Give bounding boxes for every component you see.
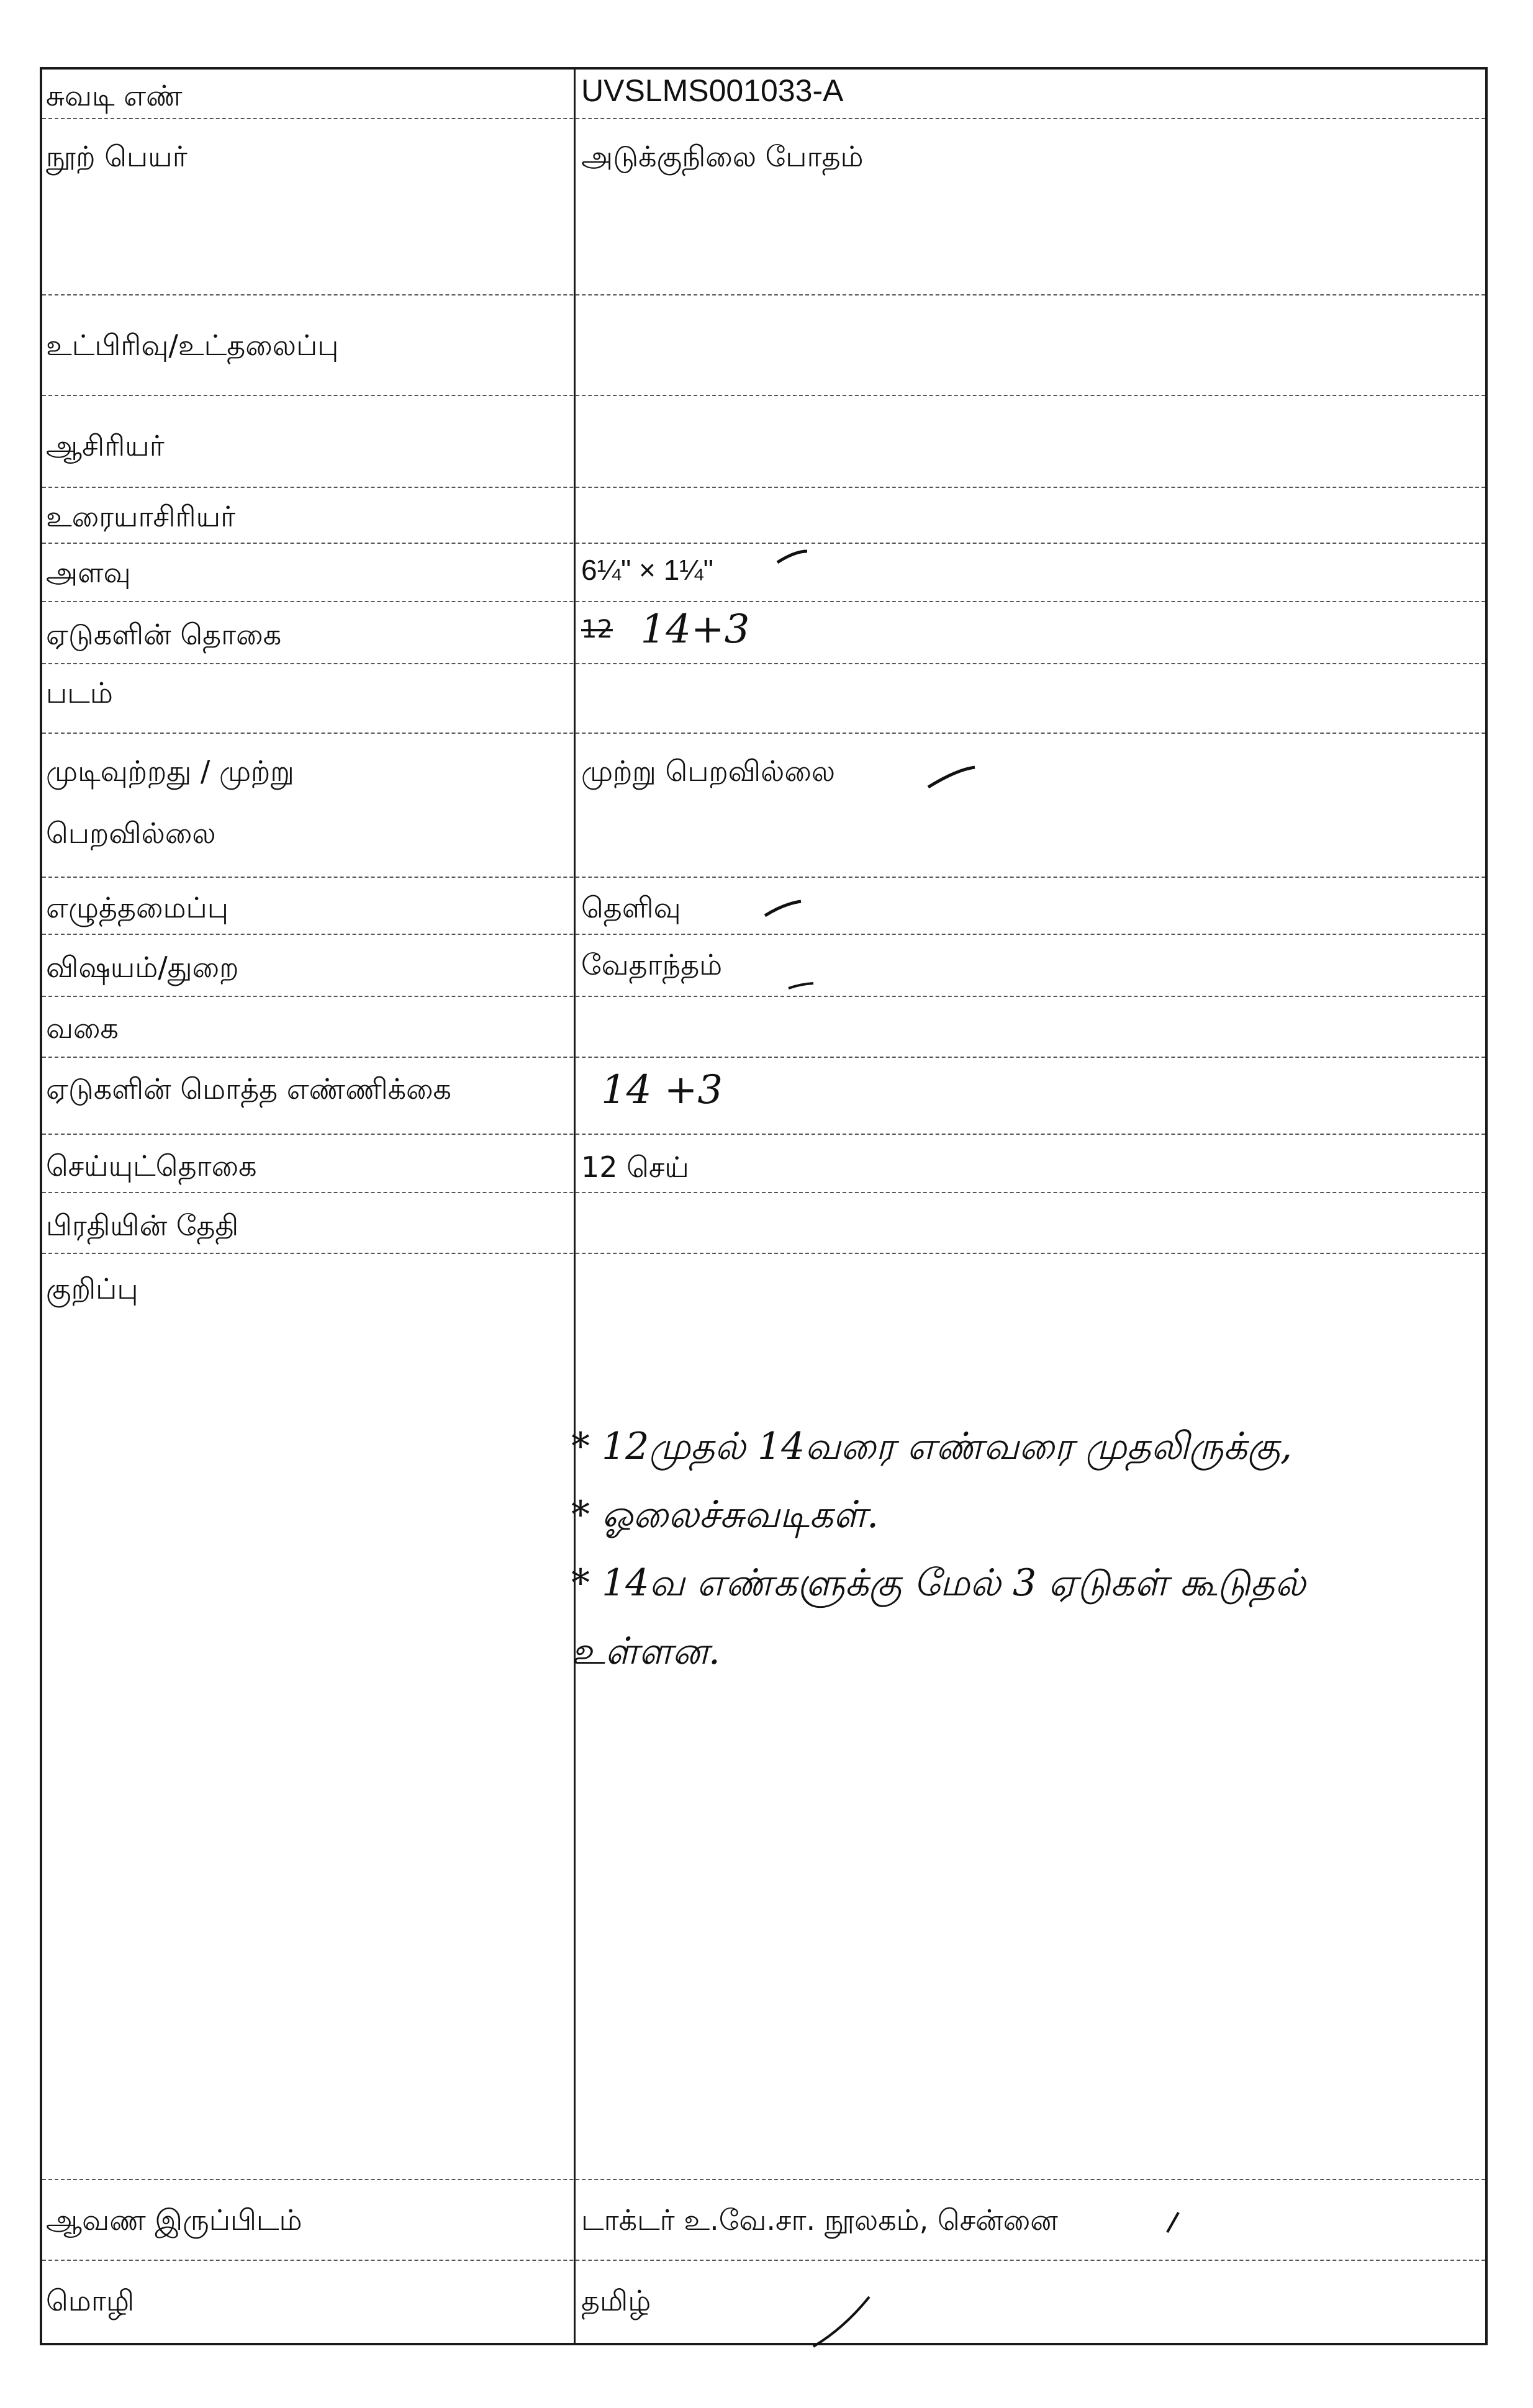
label-total-leaves: ஏடுகளின் மொத்த எண்ணிக்கை <box>46 1072 451 1106</box>
row-copy-date <box>42 1193 1485 1254</box>
value-subject: வேதாந்தம் <box>581 948 723 981</box>
label-verse-count: செய்யுட்தொகை <box>46 1149 257 1183</box>
handwritten-notes <box>571 1412 1306 1685</box>
value-script: தெளிவு <box>581 891 681 924</box>
value-title: அடுக்குநிலை போதம் <box>581 140 864 173</box>
row-title <box>42 119 1485 295</box>
row-image <box>42 664 1485 734</box>
label-author: ஆசிரியர் <box>46 429 165 462</box>
label-completion: முடிவுற்றது / முற்று <box>46 754 294 788</box>
row-type <box>42 997 1485 1058</box>
metadata-form <box>40 67 1488 2345</box>
row-manuscript-id <box>42 70 1485 119</box>
label-leaf-count: ஏடுகளின் தொகை <box>46 618 282 651</box>
row-completion <box>42 734 1485 878</box>
label-notes: குறிப்பு <box>46 1272 138 1305</box>
row-author <box>42 396 1485 488</box>
row-commentator <box>42 488 1485 544</box>
row-subtitle <box>42 295 1485 396</box>
row-verse-count <box>42 1135 1485 1193</box>
handwritten-note-line: * ஓலைச்சுவடிகள். <box>571 1493 879 1536</box>
row-notes <box>42 1254 1485 2180</box>
value-language: தமிழ் <box>581 2284 651 2317</box>
label-size: அளவு <box>46 556 131 589</box>
label-completion-2: பெறவில்லை <box>46 816 216 850</box>
struck-leaf-count: 12 <box>581 615 613 644</box>
label-language: மொழி <box>46 2284 135 2317</box>
row-subject <box>42 935 1485 997</box>
row-repository <box>42 2180 1485 2261</box>
label-copy-date: பிரதியின் தேதி <box>46 1209 239 1242</box>
label-repository: ஆவண இருப்பிடம் <box>46 2203 302 2237</box>
label-script: எழுத்தமைப்பு <box>46 891 228 924</box>
row-total-leaves <box>42 1058 1485 1135</box>
value-leaf-count <box>581 607 1450 652</box>
label-image: படம் <box>46 676 113 710</box>
value-size: 6¼" × 1¼" <box>581 554 713 586</box>
label-subtitle: உட்பிரிவு/உட்தலைப்பு <box>46 328 339 362</box>
label-manuscript-id: சுவடி எண் <box>46 79 183 112</box>
row-size <box>42 544 1485 602</box>
row-language <box>42 2261 1485 2345</box>
handwritten-note-line: உள்ளன. <box>571 1630 720 1673</box>
label-subject: விஷயம்/துறை <box>46 950 239 984</box>
value-completion: முற்று பெறவில்லை <box>581 754 836 788</box>
row-leaf-count <box>42 602 1485 664</box>
handwritten-note-line: * 12முதல் 14வரை எண்வரை முதலிருக்கு, <box>571 1425 1292 1468</box>
row-script <box>42 878 1485 935</box>
handwritten-note-line: * 14வ எண்களுக்கு மேல் 3 ஏடுகள் கூடுதல் <box>571 1561 1306 1605</box>
handwritten-leaf-count: 14+3 <box>640 607 750 652</box>
value-repository: டாக்டர் உ.வே.சா. நூலகம், சென்னை <box>581 2203 1058 2237</box>
value-verse-count: 12 செய் <box>581 1150 689 1184</box>
label-type: வகை <box>46 1011 119 1045</box>
value-manuscript-id: UVSLMS001033-A <box>581 73 844 108</box>
label-commentator: உரையாசிரியர் <box>46 500 236 533</box>
label-title: நூற் பெயர் <box>46 140 188 173</box>
value-total-leaves: 14 +3 <box>601 1067 723 1113</box>
